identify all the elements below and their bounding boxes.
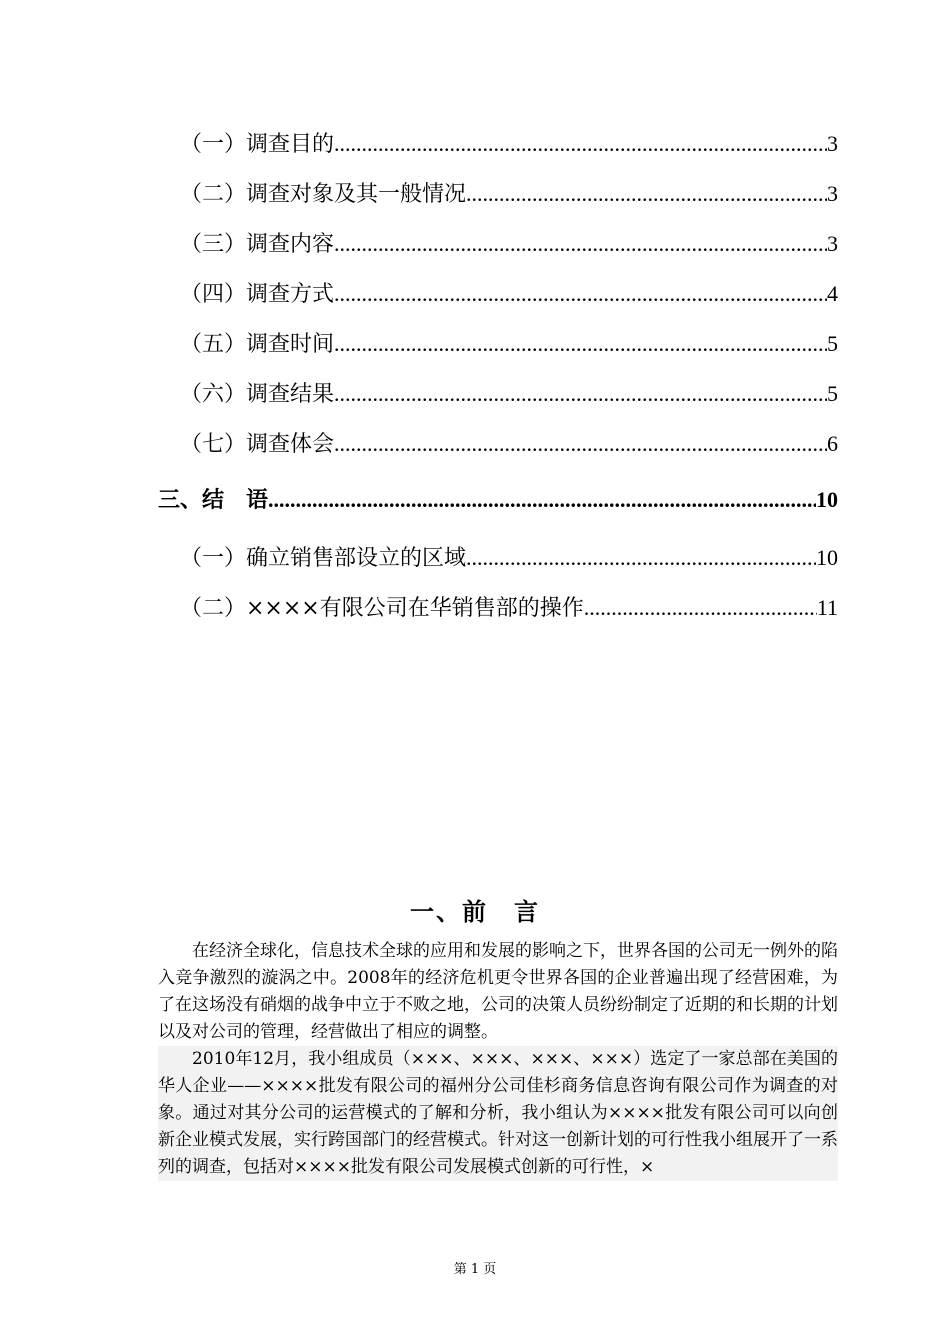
body-paragraph: 在经济全球化，信息技术全球的应用和发展的影响之下，世界各国的公司无一例外的陷入竞争激烈的漩涡之中。2008年的经济危机更令世界各国的企业普遍出现了经营困难，为了在这场没有硝烟的战争中立于不败之地，公司的决策人员纷纷制定了近期的和长期的计划以及对公司的管理，经营做出了相应的调整。 bbox=[158, 941, 838, 1042]
toc-leader-dots bbox=[268, 480, 816, 520]
section-heading: 一、前 言 bbox=[410, 897, 540, 926]
toc-leader-dots bbox=[334, 274, 827, 314]
table-of-contents bbox=[158, 124, 838, 638]
toc-entry-title: （三）调查内容 bbox=[180, 232, 335, 257]
toc-entry-title: （七）调查体会 bbox=[180, 432, 335, 457]
toc-entry[interactable] bbox=[158, 588, 838, 638]
body-paragraph: 2010年12月，我小组成员（×××、×××、×××、×××）选定了一家总部在美国的华人企业——××××批发有限公司的福州分公司佳杉商务信息咨询有限公司作为调查的对象。通过对其分公司的运营模式的了解和分析，我小组认为××××批发有限公司可以向创新企业模式发展，实行跨国部门的经营模式。针对这一创新计划的可行性我小组展开了一系列的调查，包括对××××批发有限公司发展模式创新的可行性，× bbox=[158, 1046, 838, 1181]
toc-entry[interactable] bbox=[158, 374, 838, 424]
toc-entry-page: 5 bbox=[827, 331, 838, 356]
toc-entry[interactable] bbox=[158, 424, 838, 474]
toc-entry-page: 4 bbox=[827, 281, 838, 306]
toc-section-title: 三、结 语 bbox=[158, 487, 269, 513]
toc-leader-dots bbox=[334, 224, 827, 264]
toc-leader-dots bbox=[466, 174, 827, 214]
toc-entry[interactable] bbox=[158, 274, 838, 324]
toc-entry-title: （二）调查对象及其一般情况 bbox=[180, 182, 467, 207]
toc-entry-page: 3 bbox=[827, 131, 838, 156]
toc-leader-dots bbox=[334, 124, 827, 164]
toc-leader-dots bbox=[466, 538, 816, 578]
toc-entry-title: （五）调查时间 bbox=[180, 332, 335, 357]
toc-section-page: 10 bbox=[816, 487, 838, 512]
toc-entry[interactable] bbox=[158, 224, 838, 274]
toc-entry[interactable] bbox=[158, 174, 838, 224]
toc-leader-dots bbox=[334, 374, 827, 414]
toc-leader-dots bbox=[584, 588, 817, 628]
toc-entry-title: （二）××××有限公司在华销售部的操作 bbox=[180, 596, 584, 621]
toc-entry-page: 3 bbox=[827, 231, 838, 256]
toc-entry[interactable] bbox=[158, 324, 838, 374]
toc-entry[interactable] bbox=[158, 124, 838, 174]
toc-entry[interactable] bbox=[158, 538, 838, 588]
toc-entry-page: 3 bbox=[827, 181, 838, 206]
toc-entry-page: 6 bbox=[827, 431, 838, 456]
toc-entry-title: （一）调查目的 bbox=[180, 132, 335, 157]
toc-entry-page: 11 bbox=[816, 595, 838, 620]
toc-entry-title: （六）调查结果 bbox=[180, 382, 335, 407]
toc-entry-page: 5 bbox=[827, 381, 838, 406]
section-body bbox=[158, 938, 838, 1181]
toc-leader-dots bbox=[334, 424, 827, 464]
toc-entry-title: （四）调查方式 bbox=[180, 282, 335, 307]
toc-entry-page: 10 bbox=[816, 545, 838, 570]
toc-section-entry[interactable] bbox=[158, 480, 838, 534]
page-number: 第 1 页 bbox=[453, 1262, 497, 1277]
toc-leader-dots bbox=[334, 324, 827, 364]
toc-entry-title: （一）确立销售部设立的区域 bbox=[180, 546, 467, 571]
